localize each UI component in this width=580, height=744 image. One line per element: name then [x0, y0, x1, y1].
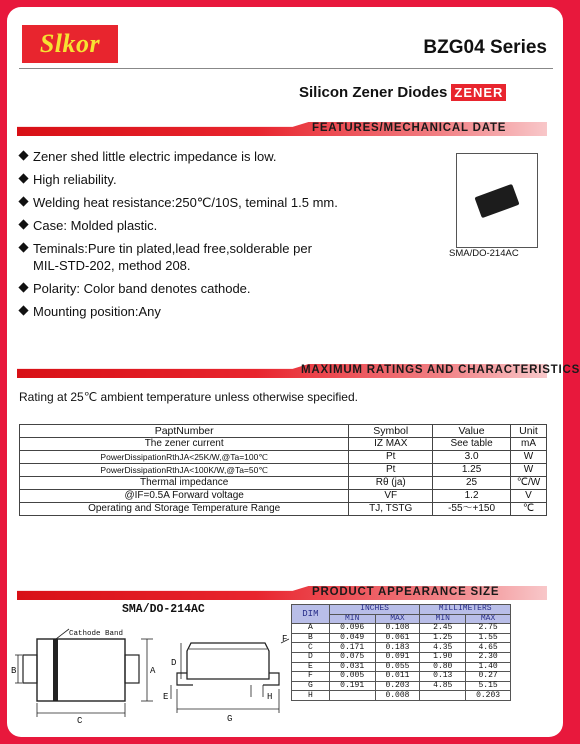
table-row: Thermal impedance Rθ (ja) 25 ℃/W: [20, 477, 547, 490]
dim-letter-g: G: [227, 714, 233, 724]
table-row: Operating and Storage Temperature Range TJ, TSTG -55～+150 ℃: [20, 503, 547, 516]
feature-item: Zener shed little electric impedance is low.: [17, 148, 437, 165]
feature-item: High reliability.: [17, 171, 437, 188]
dim-letter-a: A: [150, 666, 156, 676]
dim-letter-d: D: [171, 658, 177, 668]
package-chip-image: [474, 184, 519, 218]
table-row: E 0.031 0.055 0.80 1.40: [292, 662, 511, 672]
subtitle-text: Silicon Zener Diodes: [299, 84, 448, 101]
ratings-header-row: [20, 425, 547, 438]
top-view-drawing: [13, 625, 173, 725]
dim-letter-e: E: [163, 692, 169, 702]
diamond-bullet-icon: [18, 242, 28, 252]
section-title-features: FEATURES/MECHANICAL DATE: [312, 122, 507, 134]
package-label: SMA/DO-214AC: [449, 248, 519, 259]
section-title-appearance: PRODUCT APPEARANCE SIZE: [312, 586, 500, 598]
zener-tag: ZENER: [451, 84, 506, 101]
rating-note: Rating at 25℃ ambient temperature unless otherwise specified.: [19, 390, 358, 404]
diamond-bullet-icon: [18, 173, 28, 183]
features-list: [17, 148, 437, 326]
ratings-table: [19, 424, 547, 516]
dim-letter-b: B: [11, 666, 17, 676]
table-row: C 0.171 0.183 4.35 4.65: [292, 643, 511, 653]
diamond-bullet-icon: [18, 219, 28, 229]
dims-subheader-row: MIN MAX MIN MAX: [292, 614, 511, 624]
series-title: BZG04 Series: [423, 37, 547, 58]
header-value: Value: [433, 425, 511, 438]
table-row: PowerDissipationRthJA<100K/W,@Ta=50℃ Pt 1.25 W: [20, 464, 547, 477]
dims-header-row: [292, 605, 511, 615]
table-row: F 0.005 0.011 0.13 0.27: [292, 672, 511, 682]
table-row: The zener current IZ MAX See table mA: [20, 438, 547, 451]
table-row: @IF=0.5A Forward voltage VF 1.2 V: [20, 490, 547, 503]
cathode-band-label: Cathode Band: [69, 630, 124, 638]
feature-item: Welding heat resistance:250℃/10S, teminal 1.5 mm.: [17, 194, 437, 211]
diamond-bullet-icon: [18, 196, 28, 206]
table-row: D 0.075 0.091 1.90 2.30: [292, 652, 511, 662]
feature-item: Mounting position:Any: [17, 303, 437, 320]
dim-letter-c: C: [77, 716, 83, 726]
table-row: G 0.191 0.203 4.85 5.15: [292, 681, 511, 691]
diamond-bullet-icon: [18, 282, 28, 292]
header-symbol: Symbol: [349, 425, 433, 438]
dim-letter-h: H: [267, 692, 273, 702]
dims-header-millimeters: MILLIMETERS: [420, 605, 511, 615]
drawing-title: SMA/DO-214AC: [122, 603, 205, 616]
dims-header-dim: DIM: [292, 605, 330, 624]
header-unit: Unit: [511, 425, 547, 438]
package-image-frame: [456, 153, 538, 248]
table-row: PowerDissipationRthJA<25K/W,@Ta=100℃ Pt 3.0 W: [20, 451, 547, 464]
header-divider: [19, 68, 553, 69]
dimensions-table: [291, 604, 511, 701]
section-title-ratings: MAXIMUM RATINGS AND CHARACTERISTICS: [301, 364, 580, 376]
header-part-number: PaptNumber: [20, 425, 349, 438]
side-view-drawing: [163, 625, 291, 729]
product-subtitle: [299, 84, 506, 101]
dim-letter-f: F: [282, 634, 288, 644]
table-row: A 0.096 0.108 2.45 2.75: [292, 624, 511, 634]
feature-item: Polarity: Color band denotes cathode.: [17, 280, 437, 297]
dims-header-inches: INCHES: [329, 605, 420, 615]
table-row: B 0.049 0.061 1.25 1.55: [292, 633, 511, 643]
slkor-logo: Slkor: [22, 25, 118, 63]
diamond-bullet-icon: [18, 150, 28, 160]
diamond-bullet-icon: [18, 305, 28, 315]
datasheet-page: [7, 7, 580, 737]
table-row: H 0.008 0.203: [292, 691, 511, 701]
feature-item: Case: Molded plastic.: [17, 217, 437, 234]
feature-item: Teminals:Pure tin plated,lead free,solderable per MIL-STD-202, method 208.: [17, 240, 437, 274]
